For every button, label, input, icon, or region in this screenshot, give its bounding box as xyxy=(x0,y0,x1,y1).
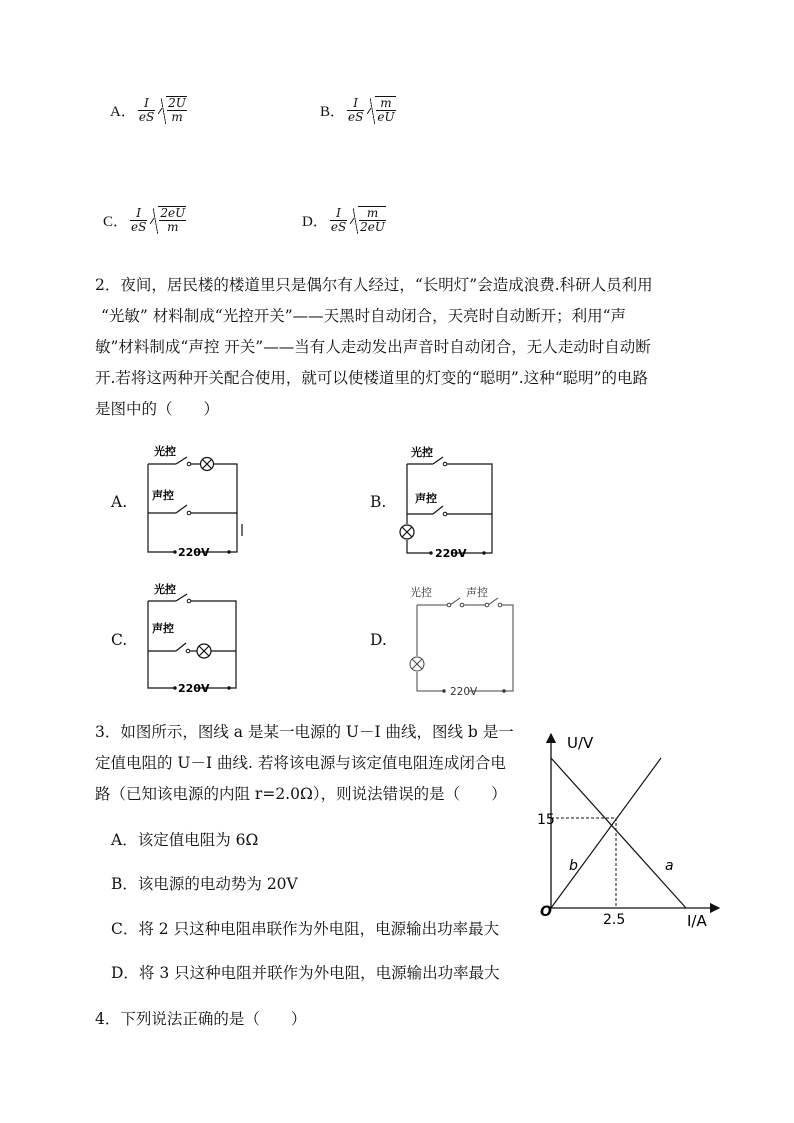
q3-option-a[interactable]: A．该定值电阻为 6Ω xyxy=(111,831,259,849)
denominator: eS xyxy=(348,109,364,124)
light-switch-label: 光控 xyxy=(410,586,432,599)
line-b xyxy=(551,758,661,908)
fraction xyxy=(330,207,347,234)
q1-option-d[interactable] xyxy=(302,206,386,234)
circuit-c-letter[interactable]: C. xyxy=(111,631,128,649)
q2-line: 是图中的（ ） xyxy=(95,400,220,418)
line-a xyxy=(551,758,686,908)
voltage-label: 220V xyxy=(450,686,478,698)
voltage-label: 220V xyxy=(435,547,467,560)
numerator: I xyxy=(353,95,359,110)
circuit-b-letter[interactable]: B. xyxy=(370,493,387,511)
q2-line: 开.若将这两种开关配合使用，就可以使楼道里的灯变的“聪明”.这种“聪明”的电路 xyxy=(95,369,649,387)
denominator: eS xyxy=(131,219,147,234)
line-b-label: b xyxy=(569,858,578,874)
square-root xyxy=(158,96,187,124)
circuit-a-letter[interactable]: A. xyxy=(111,493,128,511)
ui-graph xyxy=(535,730,735,930)
radicand-denominator: 2eU xyxy=(360,220,386,234)
radicand-denominator: m xyxy=(167,110,187,124)
radicand-numerator: 2eU xyxy=(160,206,186,220)
fraction xyxy=(347,97,364,124)
x-tick-label: 2.5 xyxy=(603,912,626,928)
circuit-d-letter[interactable]: D. xyxy=(370,631,387,649)
square-root xyxy=(350,206,386,234)
option-letter: D． xyxy=(302,213,328,230)
light-switch-label: 光控 xyxy=(154,583,176,596)
q1-option-b[interactable] xyxy=(320,96,396,124)
denominator: eS xyxy=(330,219,347,234)
voltage-label: 220V xyxy=(178,546,210,559)
circuit-b-diagram xyxy=(395,440,505,565)
sound-switch-label: 声控 xyxy=(152,489,174,502)
line-a-label: a xyxy=(665,858,674,874)
q3-line: 定值电阻的 U－I 曲线. 若将该电源与该定值电阻连成闭合电 xyxy=(95,754,506,772)
numerator: I xyxy=(144,95,149,110)
fraction xyxy=(130,207,147,234)
q2-line: 敏”材料制成“声控 开关”——当有人走动发出声音时自动闭合，无人走动时自动断 xyxy=(95,338,651,356)
circuit-c-diagram xyxy=(140,578,250,698)
circuit-d-diagram xyxy=(400,580,520,700)
q3-line: 3．如图所示，图线 a 是某一电源的 U－I 曲线，图线 b 是一 xyxy=(95,723,514,741)
q4-stem: 4．下列说法正确的是（ ） xyxy=(95,1010,307,1028)
q3-option-b[interactable]: B．该电源的电动势为 20V xyxy=(111,875,298,893)
fraction xyxy=(138,97,155,124)
q1-option-a[interactable] xyxy=(110,96,187,124)
q1-option-c[interactable] xyxy=(103,206,186,234)
radicand-numerator: 2U xyxy=(168,96,186,110)
y-tick-label: 15 xyxy=(537,812,555,828)
circuit-a-diagram xyxy=(140,440,250,560)
sound-switch-label: 声控 xyxy=(466,586,488,599)
square-root xyxy=(150,206,186,234)
option-letter: C． xyxy=(103,213,129,230)
q2-line: “光敏” 材料制成“光控开关”——天黑时自动闭合，天亮时自动断开；利用“声 xyxy=(101,307,627,325)
option-letter: A． xyxy=(110,103,136,120)
light-switch-label: 光控 xyxy=(411,446,433,459)
q2-line: 2．夜间，居民楼的楼道里只是偶尔有人经过，“长明灯”会造成浪费.科研人员利用 xyxy=(95,276,653,294)
option-letter: B． xyxy=(320,103,346,120)
origin-label: O xyxy=(540,904,552,920)
sound-switch-label: 声控 xyxy=(152,622,174,635)
radicand-denominator: m xyxy=(159,220,186,234)
radicand-denominator: eU xyxy=(377,110,395,124)
q3-stem xyxy=(95,717,535,810)
square-root xyxy=(367,96,395,124)
denominator: eS xyxy=(138,109,155,124)
numerator: I xyxy=(336,205,341,220)
x-axis-label: I/A xyxy=(687,912,707,930)
radicand-numerator: m xyxy=(366,206,379,220)
q3-option-c[interactable]: C．将 2 只这种电阻串联作为外电阻，电源输出功率最大 xyxy=(111,920,500,938)
q2-stem xyxy=(95,270,715,425)
y-axis-label: U/V xyxy=(567,734,594,752)
voltage-label: 220V xyxy=(178,682,210,695)
q3-line: 路（已知该电源的内阻 r=2.0Ω），则说法错误的是（ ） xyxy=(95,785,507,803)
numerator: I xyxy=(136,205,142,220)
sound-switch-label: 声控 xyxy=(415,492,437,505)
q3-option-d[interactable]: D．将 3 只这种电阻并联作为外电阻，电源输出功率最大 xyxy=(111,964,500,982)
radicand-numerator: m xyxy=(380,96,392,110)
light-switch-label: 光控 xyxy=(154,445,176,458)
